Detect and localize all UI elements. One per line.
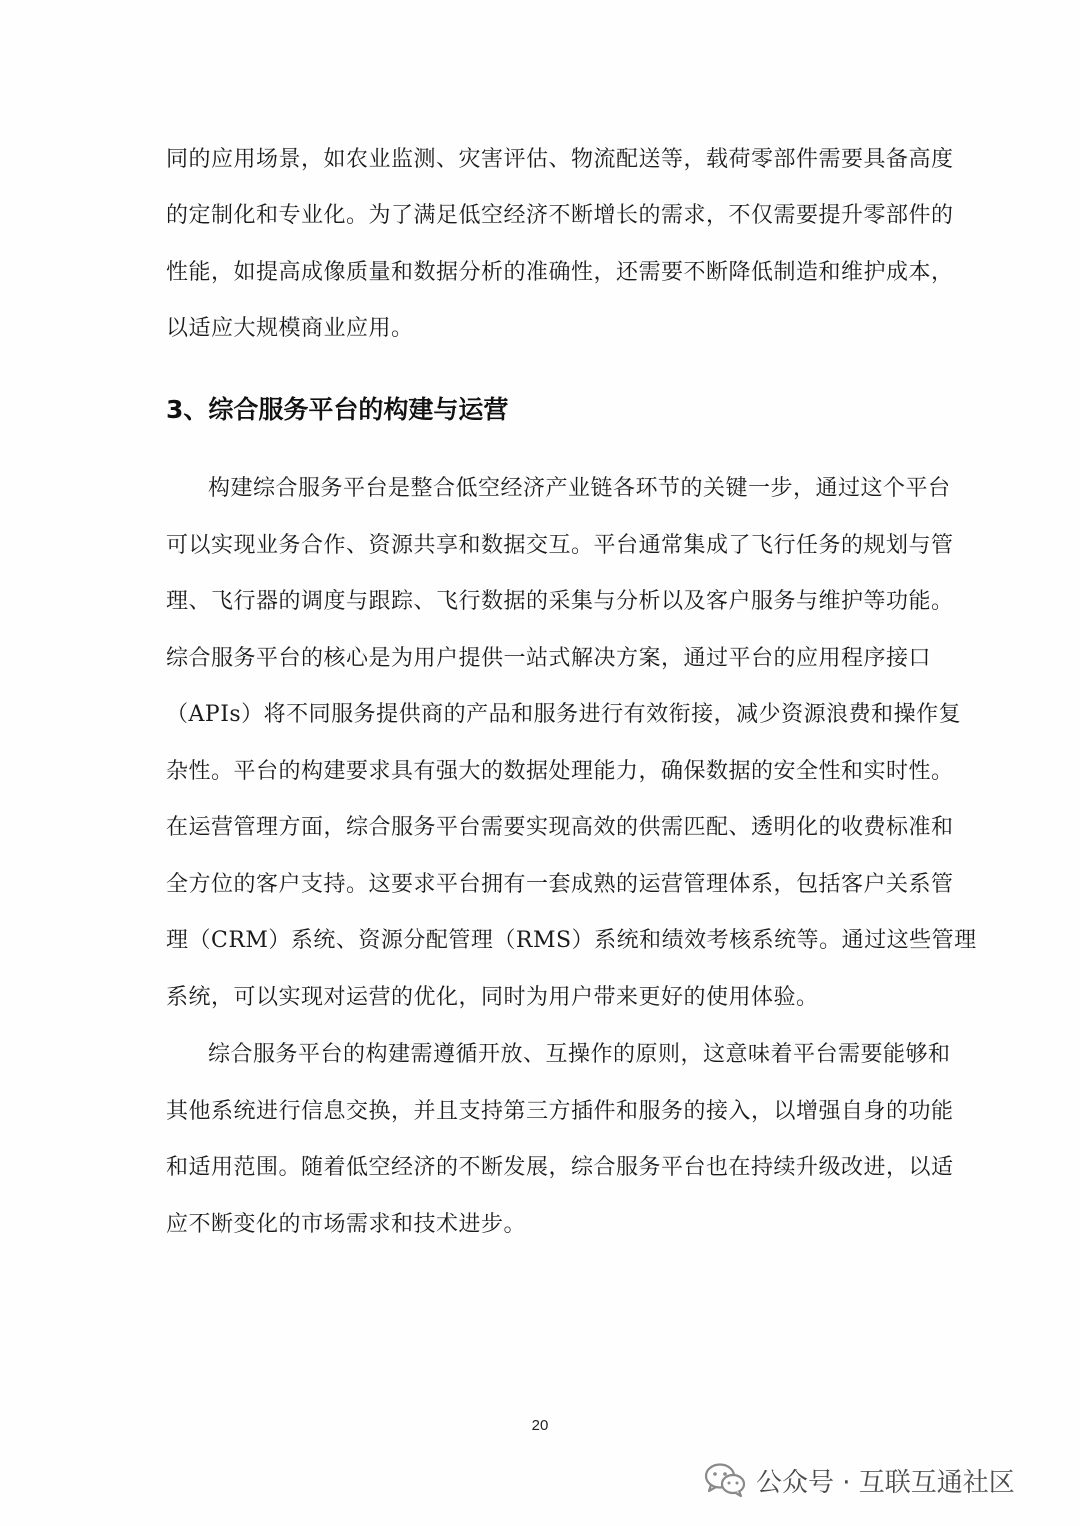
- paragraph-line: 在运营管理方面，综合服务平台需要实现高效的供需匹配、透明化的收费标准和: [166, 815, 954, 840]
- watermark-text: 公众号 · 互联互通社区: [756, 1467, 1015, 1498]
- paragraph-line: 构建综合服务平台是整合低空经济产业链各环节的关键一步，通过这个平台: [208, 476, 951, 501]
- paragraph-line: 全方位的客户支持。这要求平台拥有一套成熟的运营管理体系，包括客户关系管: [166, 872, 954, 897]
- paragraph-line: 综合服务平台的构建需遵循开放、互操作的原则，这意味着平台需要能够和: [208, 1042, 951, 1067]
- paragraph-line: 应不断变化的市场需求和技术进步。: [166, 1212, 527, 1237]
- paragraph-line: 可以实现业务合作、资源共享和数据交互。平台通常集成了飞行任务的规划与管: [166, 533, 954, 558]
- paragraph-line: 理、飞行器的调度与跟踪、飞行数据的采集与分析以及客户服务与维护等功能。: [166, 589, 954, 614]
- paragraph-line: 以适应大规模商业应用。: [166, 316, 414, 341]
- paragraph-line: 的定制化和专业化。为了满足低空经济不断增长的需求，不仅需要提升零部件的: [166, 203, 954, 228]
- page-number: 20: [531, 1417, 549, 1434]
- watermark: [704, 1458, 1015, 1502]
- paragraph-line: 系统，可以实现对运营的优化，同时为用户带来更好的使用体验。: [166, 985, 819, 1010]
- paragraph-line: 和适用范围。随着低空经济的不断发展，综合服务平台也在持续升级改进，以适: [166, 1155, 954, 1180]
- paragraph-line: 性能，如提高成像质量和数据分析的准确性，还需要不断降低制造和维护成本，: [166, 260, 954, 285]
- paragraph-line: （APIs）将不同服务提供商的产品和服务进行有效衔接，减少资源浪费和操作复: [166, 702, 962, 727]
- paragraph-line: 其他系统进行信息交换，并且支持第三方插件和服务的接入，以增强自身的功能: [166, 1099, 954, 1124]
- paragraph-line: 杂性。平台的构建要求具有强大的数据处理能力，确保数据的安全性和实时性。: [166, 759, 954, 784]
- section-heading: 3、综合服务平台的构建与运营: [166, 395, 509, 424]
- paragraph-line: 综合服务平台的核心是为用户提供一站式解决方案，通过平台的应用程序接口: [166, 646, 932, 671]
- paragraph-line: 同的应用场景，如农业监测、灾害评估、物流配送等，载荷零部件需要具备高度: [166, 147, 954, 172]
- wechat-icon: [704, 1462, 746, 1498]
- paragraph-line: 理（CRM）系统、资源分配管理（RMS）系统和绩效考核系统等。通过这些管理: [166, 928, 977, 953]
